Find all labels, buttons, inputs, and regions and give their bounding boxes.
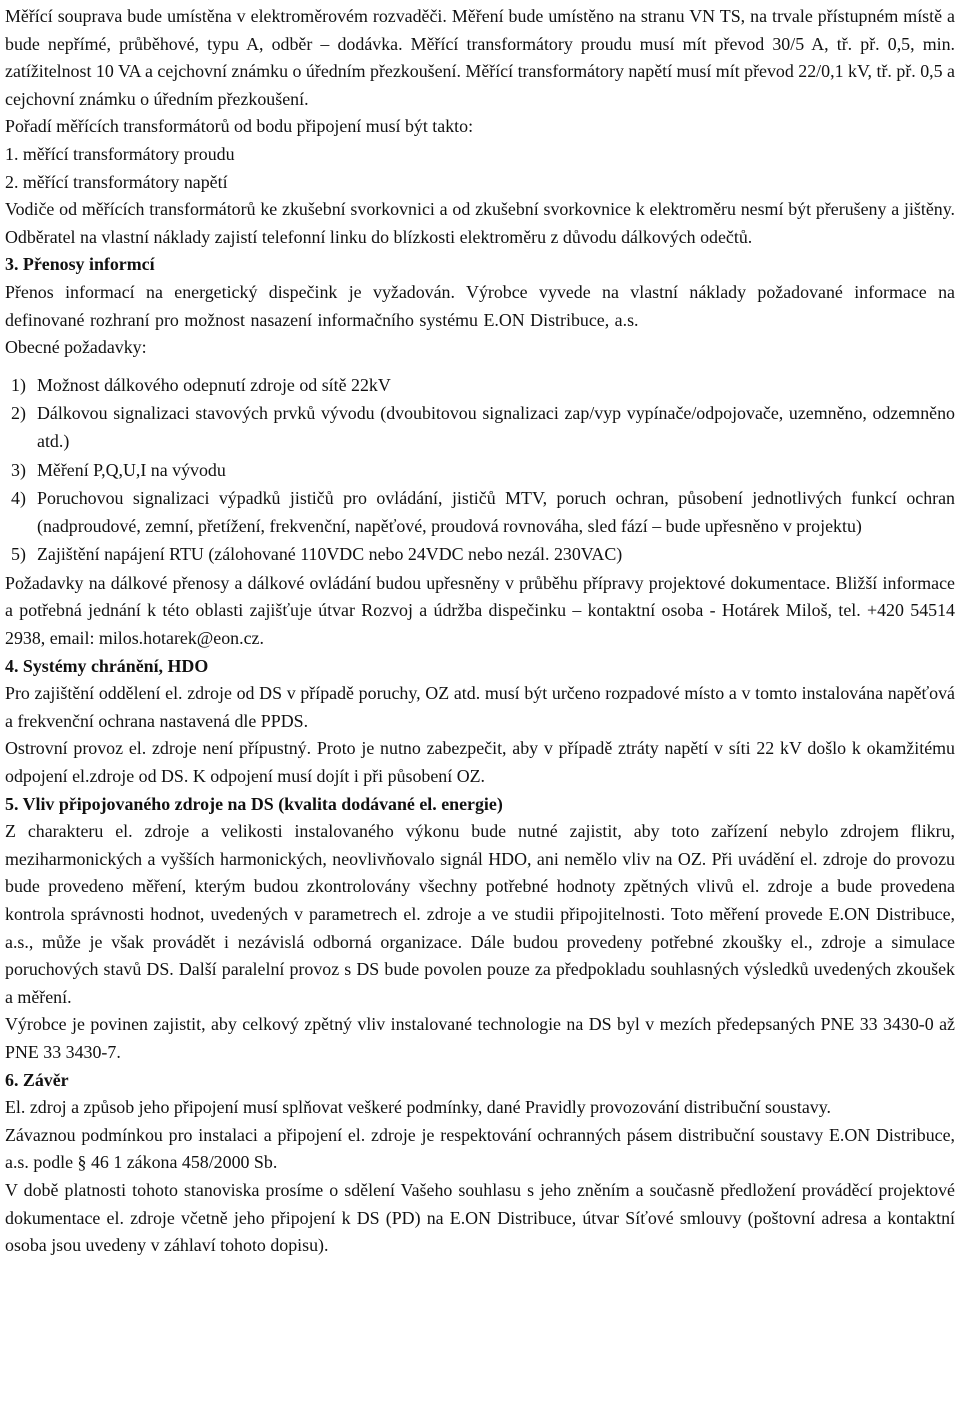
section-heading-6: 6. Závěr <box>5 1069 69 1090</box>
paragraph-metering-setup: Měřící souprava bude umístěna v elektroměrovém rozvaděči. Měření bude umístěno na stranu VN TS, na trvale přístupném místě a bude nepřímé, průběhové, typu A, odběr – dodávka. Měřící transformátory proudu musí mít převod 30/5 A, tř. př. 0,5, min. zatížitelnost 10 VA a cejchovní známku o úředním přezkoušení. Měřící transformátory napětí musí mít převod 22/0,1 kV, tř. př. 0,5 a cejchovní známku o úředním přezkoušení. <box>5 6 955 109</box>
section-heading-5: 5. Vliv připojovaného zdroje na DS (kvalita dodávané el. energie) <box>5 793 503 814</box>
paragraph-closing: V době platnosti tohoto stanoviska prosíme o sdělení Vašeho souhlasu s jeho zněním a současně předložení prováděcí projektové dokumentace el. zdroje včetně jeho připojení k DS (PD) na E.ON Distribuce, útvar Síťové smlouvy (poštovní adresa a kontaktní osoba jsou uvedeny v záhlaví tohoto dopisu). <box>5 1179 955 1256</box>
list-item-text: Dálkovou signalizaci stavových prvků vývodu (dvoubitovou signalizaci zap/vyp vypínače/odpojovače, uzemněno, odzemněno atd.) <box>37 403 955 451</box>
paragraph-pne-limits: Výrobce je povinen zajistit, aby celkový zpětný vliv instalované technologie na DS byl v mezích předepsaných PNE 33 3430-0 až PNE 33 3430-7. <box>5 1014 955 1062</box>
section-heading-4: 4. Systémy chránění, HDO <box>5 655 209 676</box>
list-item-text: Možnost dálkového odepnutí zdroje od sítě 22kV <box>37 374 391 395</box>
paragraph-information-transfer: Přenos informací na energetický dispečink je vyžadován. Výrobce vyvede na vlastní náklady požadované informace na definované rozhraní pro možnost nasazení informačního systému E.ON Distribuce, a.s. <box>5 281 955 330</box>
list-item-number: 5) <box>11 544 26 565</box>
list-item-number: 4) <box>11 488 26 509</box>
list-item-number: 2) <box>11 403 26 424</box>
paragraph-island-operation: Ostrovní provoz el. zdroje není přípustný. Proto je nutno zabezpečit, aby v případě ztráty napětí v síti 22 kV došlo k okamžitému odpojení el.zdroje od DS. K odpojení musí dojít i při působení OZ. <box>5 738 955 787</box>
list-item <box>5 541 955 569</box>
paragraph-transformer-order: Pořadí měřících transformátorů od bodu připojení musí být takto: <box>5 116 474 137</box>
paragraph-conditions: El. zdroj a způsob jeho připojení musí splňovat veškeré podmínky, dané Pravidly provozování distribuční soustavy. <box>5 1097 831 1118</box>
paragraph-remote-control: Požadavky na dálkové přenosy a dálkové ovládání budou upřesněny v průběhu přípravy projektové dokumentace. Bližší informace a potřebná jednání k této oblasti zajišťuje útvar Rozvoj a údržba dispečinku – kontaktní osoba - Hotárek Miloš, tel. +420 54514 2938, email: milos.hotarek@eon.cz. <box>5 572 955 649</box>
list-item-number: 1) <box>11 374 26 395</box>
paragraph-general-requirements: Obecné požadavky: <box>5 337 147 358</box>
paragraph-protection-zones: Závaznou podmínkou pro instalaci a připojení el. zdroje je respektování ochranných pásem distribuční soustavy E.ON Distribuce, a.s. podle § 46 1 zákona 458/2000 Sb. <box>5 1124 955 1173</box>
paragraph-power-quality: Z charakteru el. zdroje a velikosti instalovaného výkonu bude nutné zajistit, aby toto zařízení nebylo zdrojem flikru, meziharmonických a vyšších harmonických, neovlivňovalo signál HDO, ani nemělo vliv na OZ. Při uvádění el. zdroje do provozu bude provedeno měření, kterým budou zkontrolovány všechny potřebné hodnoty zpětných vlivů el. zdroje a bude provedena kontrola správnosti hodnot, uvedených v parametrech el. zdroje a ve studii připojitelnosti. Toto měření provede E.ON Distribuce, a.s., může je však provádět i nezávislá odborná organizace. Dále budou provedeny potřebné zkoušky el., zdroje a simulace poruchových stavů DS. Další paralelní provoz s DS bude povolen pouze za předpokladu souhlasných výsledků uvedených zkoušek a měření. <box>5 821 955 1007</box>
section-heading-3: 3. Přenosy informcí <box>5 254 155 275</box>
document-page <box>5 3 955 1260</box>
paragraph-wiring: Vodiče od měřících transformátorů ke zkušební svorkovnici a od zkušební svorkovnice k elektroměru nesmí být přerušeny a jištěny. Odběratel na vlastní náklady zajistí telefonní linku do blízkosti elektroměru z důvodu dálkových odečtů. <box>5 199 955 247</box>
list-item <box>5 485 955 540</box>
list-item-text: Měření P,Q,U,I na vývodu <box>37 459 226 480</box>
list-item <box>5 400 955 455</box>
spacer <box>5 362 955 366</box>
list-item <box>5 372 955 400</box>
list-item-text: Poruchovou signalizaci výpadků jističů pro ovládání, jističů MTV, poruch ochran, působení jednotlivých funkcí ochran (nadproudové, zemní, přetížení, frekvenční, napěťové, proudová rovnováha, sled fází – bude upřesněno v projektu) <box>37 488 955 536</box>
paragraph-order-item-1: 1. měřící transformátory proudu <box>5 143 235 164</box>
paragraph-order-item-2: 2. měřící transformátory napětí <box>5 171 228 192</box>
requirements-list <box>5 372 955 569</box>
list-item-number: 3) <box>11 459 26 480</box>
list-item <box>5 457 955 485</box>
list-item-text: Zajištění napájení RTU (zálohované 110VDC nebo 24VDC nebo nezál. 230VAC) <box>37 544 623 565</box>
paragraph-disconnection-point: Pro zajištění oddělení el. zdroje od DS v případě poruchy, OZ atd. musí být určeno rozpadové místo a v tomto instalována napěťová a frekvenční ochrana nastavená dle PPDS. <box>5 683 955 731</box>
